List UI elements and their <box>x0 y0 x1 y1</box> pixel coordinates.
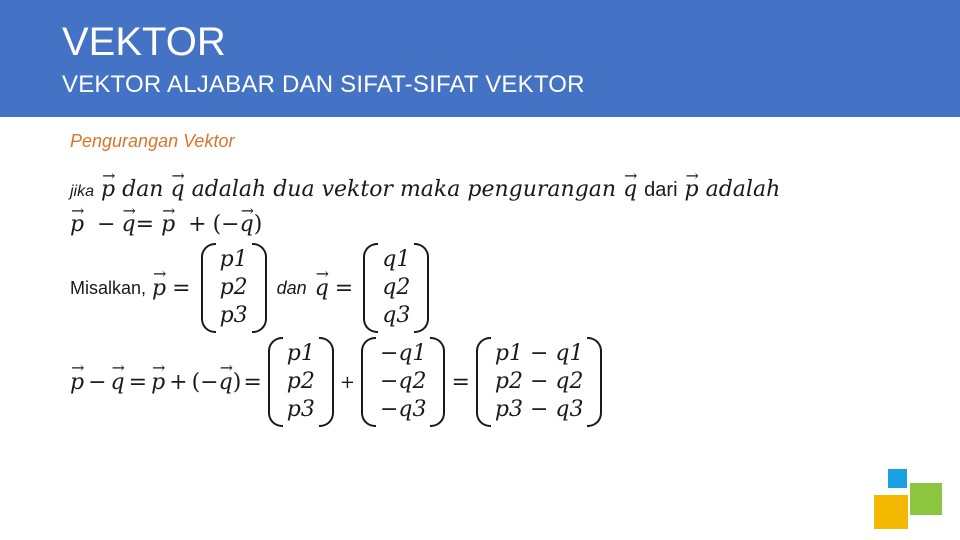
left-paren <box>363 243 378 333</box>
matrix-entry: p3 <box>286 397 315 422</box>
vector-q: → q <box>122 212 136 237</box>
plus-sign: + <box>339 371 355 393</box>
vector-p: → p <box>70 370 84 395</box>
q-column-vector <box>363 243 429 333</box>
matrix-entry: p1 <box>286 341 315 366</box>
definition-text: adalah dua vektor maka pengurangan <box>191 177 617 202</box>
minus-sign: − <box>97 212 116 237</box>
matrix-entry: p1 − q1 <box>494 341 584 366</box>
left-paren <box>268 337 283 427</box>
difference-column-vector <box>476 337 603 427</box>
matrix-entry: q1 <box>382 247 411 272</box>
vector-p: → p <box>161 212 175 237</box>
open-paren: (− <box>191 369 219 395</box>
close-paren: ) <box>232 369 242 395</box>
right-paren <box>587 337 602 427</box>
left-paren <box>361 337 376 427</box>
vector-q: → q <box>623 177 637 202</box>
slide-title: VEKTOR <box>62 20 226 64</box>
result-row <box>70 337 606 427</box>
word-dan: dan <box>276 277 307 298</box>
matrix-entry: p2 − q2 <box>494 369 584 394</box>
slide-subtitle: VEKTOR ALJABAR DAN SIFAT-SIFAT VEKTOR <box>62 71 585 98</box>
subtraction-formula <box>70 212 262 237</box>
vector-q: → q <box>170 177 184 202</box>
vector-q: → q <box>315 276 329 301</box>
right-paren <box>252 243 267 333</box>
right-paren <box>319 337 334 427</box>
equals-sign: = <box>451 369 470 395</box>
matrix-entry: q2 <box>382 275 411 300</box>
matrix-entry: q3 <box>382 303 411 328</box>
decorative-square-blue <box>888 469 907 488</box>
equals-sign: = <box>135 212 155 237</box>
example-row <box>70 243 433 333</box>
p-column-vector <box>268 337 334 427</box>
vector-q: → q <box>219 370 233 395</box>
vector-p: → p <box>685 177 699 202</box>
decorative-square-green <box>910 483 942 515</box>
matrix-entry: −q3 <box>379 397 427 422</box>
decorative-square-orange <box>874 495 908 529</box>
word-dan: dan <box>122 177 164 202</box>
title-banner <box>0 0 960 117</box>
left-paren <box>476 337 491 427</box>
matrix-entry: −q2 <box>379 369 427 394</box>
open-paren: (− <box>212 212 240 237</box>
right-paren <box>414 243 429 333</box>
matrix-entry: −q1 <box>379 341 427 366</box>
word-dari: dari <box>644 179 678 201</box>
word-adalah: adalah <box>705 177 781 202</box>
equals-sign: = <box>172 275 191 301</box>
matrix-entry: p2 <box>219 275 248 300</box>
vector-q: → q <box>240 212 254 237</box>
equals-sign: = <box>334 275 354 301</box>
plus-sign: + <box>188 212 207 237</box>
left-paren <box>201 243 216 333</box>
definition-sentence <box>70 177 780 202</box>
word-misalkan: Misalkan, <box>70 277 147 298</box>
equals-sign: = <box>243 369 262 395</box>
vector-p: → p <box>151 370 165 395</box>
vector-q: → q <box>111 370 125 395</box>
matrix-entry: p1 <box>219 247 248 272</box>
plus-sign: + <box>169 369 188 395</box>
vector-p: → p <box>101 177 115 202</box>
negative-q-column-vector <box>361 337 446 427</box>
word-jika: jika <box>70 183 95 200</box>
right-paren <box>430 337 445 427</box>
equals-sign: = <box>128 369 148 395</box>
section-heading: Pengurangan Vektor <box>70 131 235 151</box>
vector-p: → p <box>152 276 166 301</box>
close-paren: ) <box>253 212 263 237</box>
minus-sign: − <box>88 369 107 395</box>
matrix-entry: p2 <box>286 369 315 394</box>
p-column-vector <box>201 243 267 333</box>
vector-p: → p <box>70 212 84 237</box>
matrix-entry: p3 <box>219 303 248 328</box>
matrix-entry: p3 − q3 <box>494 397 584 422</box>
